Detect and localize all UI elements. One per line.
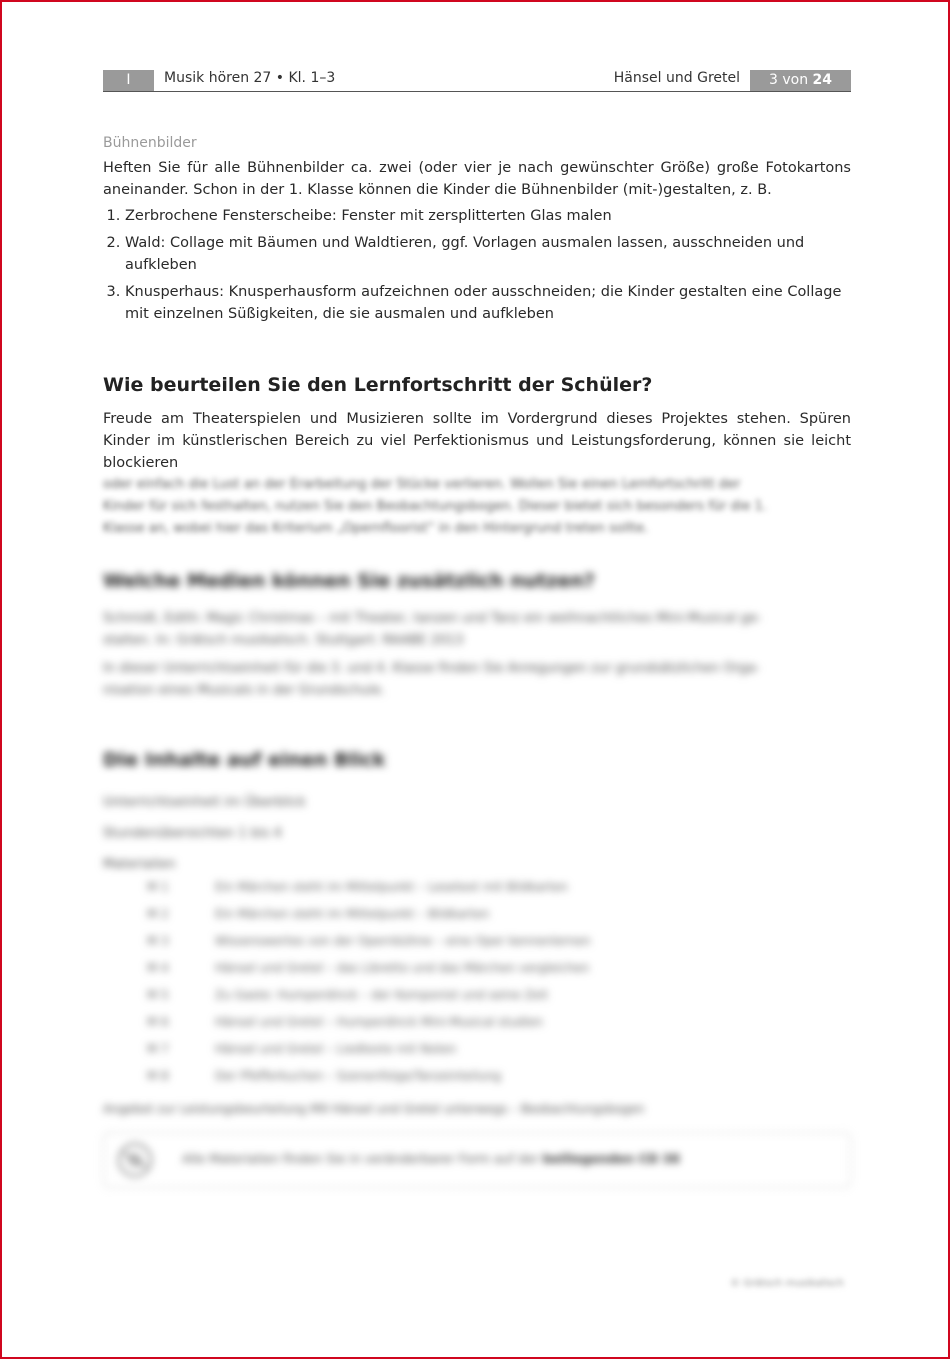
assessment-material-line: Angebot zur Leistungsbeurteilung M9 Hänsel und Gretel unterwegs – Beobachtungsbogen <box>103 1102 645 1116</box>
media-heading: Welche Medien können Sie zusätzlich nutzen? <box>103 570 595 592</box>
cd-text-main: Alle Materialien finden Sie in veränderbarer Form auf der <box>182 1151 539 1166</box>
blurred-line: oder einfach die Lust an der Erarbeitung der Stücke verlieren. Wollen Sie einen Lernfortschritt der <box>103 477 741 492</box>
blurred-line: Klasse an, wobei hier das Kriterium „Opernfloorist“ in den Hintergrund treten sollte. <box>103 521 649 536</box>
media-section <box>103 568 851 702</box>
material-desc: Ein Märchen steht im Mittelpunkt – Bildkarten <box>215 907 490 921</box>
material-desc: Wissenswertes von der Opernbühne – eine Oper kennenlernen <box>215 934 591 948</box>
media-line: nisation eines Musicals in der Grundschule. <box>103 683 385 698</box>
cd-text <box>182 1151 680 1166</box>
media-line: Schmidt, Edith: Magic Christmas – mit Theater, tanzen und Tanz ein weihnachtliches Mini-Musical ge- <box>103 611 762 626</box>
section-marker: I <box>103 70 154 91</box>
assessment-heading: Wie beurteilen Sie den Lernfortschritt der Schüler? <box>103 374 653 396</box>
stage-heading: Bühnenbilder <box>103 135 197 151</box>
material-code: M 3 <box>147 934 169 948</box>
page-current: 3 von <box>768 72 809 88</box>
assessment-blurred <box>103 474 851 540</box>
page-number <box>750 70 851 91</box>
series-title: Musik hören 27 • Kl. 1–3 <box>164 70 336 86</box>
page-total: 24 <box>812 72 833 88</box>
stage-item: 1. Zerbrochene Fensterscheibe: Fenster mit zersplitterten Glas malen <box>125 205 851 227</box>
material-code: M 1 <box>147 880 169 894</box>
blurred-line: Kinder für sich festhalten, nutzen Sie den Beobachtungsbogen. Dieser bietet sich besonders für die 1. <box>103 499 767 514</box>
material-desc: Ein Märchen steht im Mittelpunkt – Lesetext mit Bildkarten <box>215 880 568 894</box>
overview-heading: Die Inhalte auf einen Blick <box>103 749 386 771</box>
material-code: M 7 <box>147 1042 169 1056</box>
assessment-section <box>103 372 851 540</box>
material-code: M 8 <box>147 1069 169 1083</box>
overview-line: Stundenübersichten 1 bis 4 <box>103 826 282 841</box>
cd-text-bold: beiliegenden CD 38 <box>542 1151 680 1166</box>
material-desc: Der Pfefferkuchen – Szenenfolge/Tanzeinteilung <box>215 1069 502 1083</box>
material-desc: Hänsel und Gretel – Humperdinck Mini-Musical studien <box>215 1015 543 1029</box>
assessment-text: Freude am Theaterspielen und Musizieren sollte im Vordergrund dieses Projektes stehen. Spüren Kinder im künstlerischen Bereich zu viel Perfektionismus und Leistungsforderung, können sie leicht blockieren <box>103 411 851 471</box>
material-desc: Hänsel und Gretel – das Libretto und das Märchen vergleichen <box>215 961 590 975</box>
material-code: M 5 <box>147 988 169 1002</box>
cd-notice <box>103 1132 851 1188</box>
stage-intro: Heften Sie für alle Bühnenbilder ca. zwei (oder vier je nach gewünschter Größe) große Fotokartons aneinander. Schon in der 1. Klasse können die Kinder die Bühnenbilder (mit-)gestalten, z. B. <box>103 160 851 198</box>
material-code: M 2 <box>147 907 169 921</box>
overview-section <box>103 747 851 880</box>
stage-item: 3. Knusperhaus: Knusperhausform aufzeichnen oder ausschneiden; die Kinder gestalten eine Collage mit einzelnen Süßigkeiten, die sie ausmalen und aufkleben <box>125 281 851 325</box>
stage-section <box>103 133 851 330</box>
unit-title: Hänsel und Gretel <box>613 70 740 86</box>
material-code: M 4 <box>147 961 169 975</box>
stage-item: 2. Wald: Collage mit Bäumen und Waldtieren, ggf. Vorlagen ausmalen lassen, ausschneiden und aufkleben <box>125 232 851 276</box>
material-code: M 6 <box>147 1015 169 1029</box>
material-desc: Zu Gaste: Humperdinck – der Komponist und seine Zeit <box>215 988 549 1002</box>
footer-note: © Grätsch musikalisch <box>730 1278 844 1289</box>
material-desc: Hänsel und Gretel – Liedtexte mit Noten <box>215 1042 457 1056</box>
media-line: stalten. In: Grätsch musikalisch. Stuttgart: RAABE 2013 <box>103 633 464 648</box>
overview-line: Unterrichtseinheit im Überblick <box>103 795 306 810</box>
stage-list <box>103 205 851 325</box>
overview-line: Materialien <box>103 857 176 872</box>
media-line: In dieser Unterrichtseinheit für die 3. und 4. Klasse finden Sie Anregungen zur grundsätzlichen Orga- <box>103 661 760 676</box>
materials-list <box>103 880 851 1090</box>
page-header <box>103 70 851 92</box>
cd-icon <box>116 1141 154 1179</box>
